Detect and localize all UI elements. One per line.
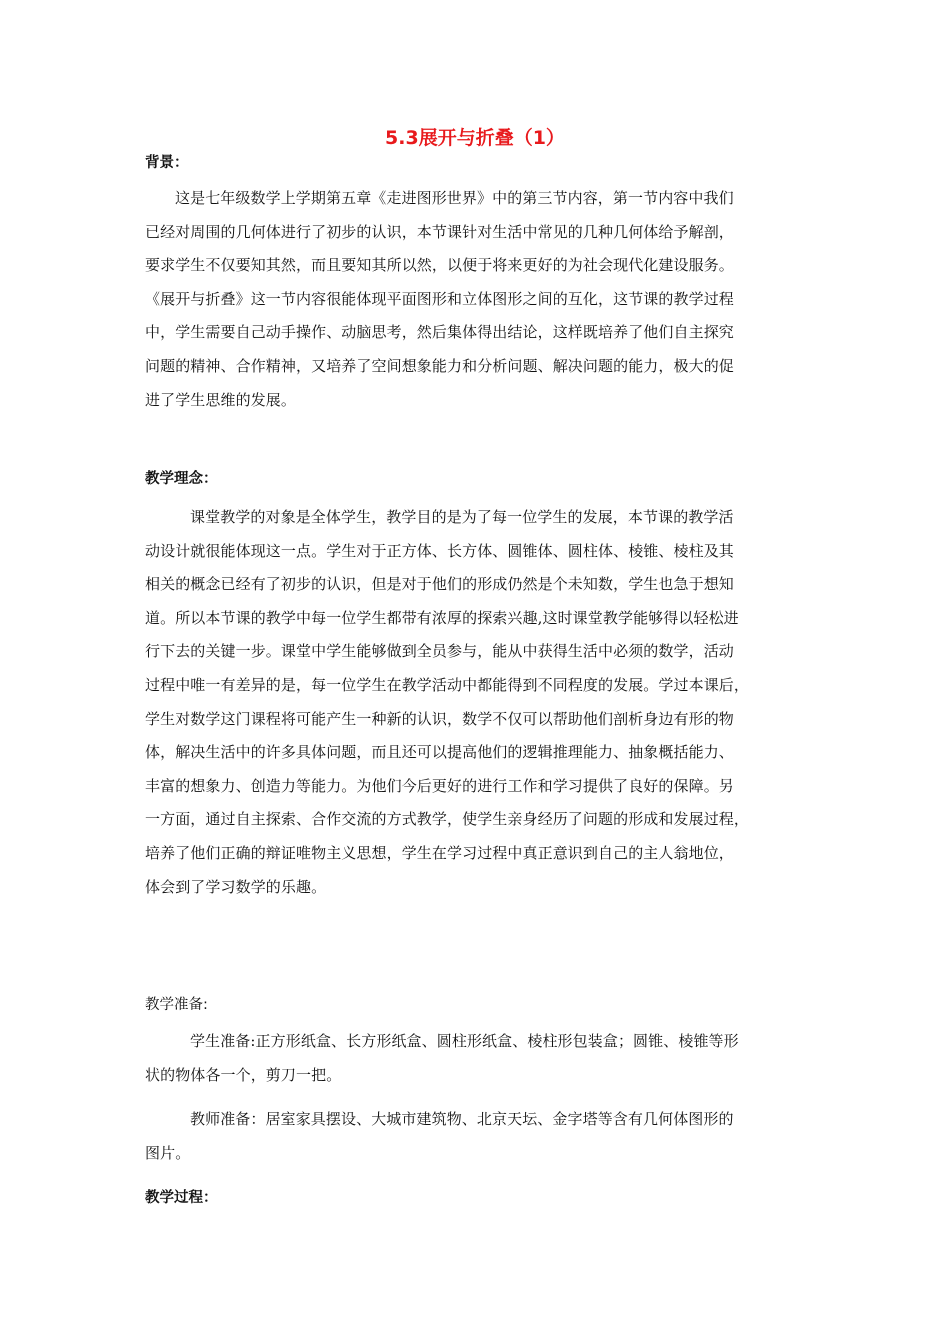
paragraph-line: 动设计就很能体现这一点。学生对于正方体、长方体、圆锥体、圆柱体、棱锥、棱柱及其: [145, 541, 734, 560]
paragraph-line: 课堂教学的对象是全体学生，教学目的是为了每一位学生的发展，本节课的教学活: [190, 508, 734, 526]
paragraph-line: 已经对周围的几何体进行了初步的认识，本节课针对生活中常见的几种几何体给予解剖，: [145, 222, 734, 241]
section-heading-process: 教学过程：: [145, 1190, 218, 1206]
paragraph-line: 相关的概念已经有了初步的认识，但是对于他们的形成仍然是个未知数，学生也急于想知: [145, 575, 734, 594]
paragraph-line: 过程中唯一有差异的是，每一位学生在教学活动中都能得到不同程度的发展。学过本课后，: [145, 675, 750, 694]
page-title: 5.3展开与折叠（1）: [385, 127, 565, 149]
student-preparation-paragraph: [145, 1025, 810, 1092]
paragraph-line: 学生准备:正方形纸盒、长方形纸盒、圆柱形纸盒、棱柱形包装盒；圆锥、棱锥等形: [190, 1032, 739, 1050]
paragraph-line: 行下去的关键一步。课堂中学生能够做到全员参与，能从中获得生活中必须的数学，活动: [145, 642, 734, 661]
paragraph-line: 教师准备：居室家具摆设、大城市建筑物、北京天坛、金字塔等含有几何体图形的: [190, 1110, 734, 1128]
paragraph-line: 培养了他们正确的辩证唯物主义思想，学生在学习过程中真正意识到自己的主人翁地位，: [145, 843, 734, 862]
paragraph-line: 《展开与折叠》这一节内容很能体现平面图形和立体图形之间的互化，这节课的教学过程: [145, 289, 734, 308]
teacher-preparation-paragraph: [145, 1103, 810, 1170]
paragraph-line: 进了学生思维的发展。: [145, 390, 297, 409]
paragraph-line: 问题的精神、合作精神，又培养了空间想象能力和分析问题、解决问题的能力，极大的促: [145, 356, 734, 375]
section-heading-philosophy: 教学理念：: [145, 471, 218, 487]
paragraph-line: 体会到了学习数学的乐趣。: [145, 877, 327, 896]
paragraph-line: 要求学生不仅要知其然，而且要知其所以然，以便于将来更好的为社会现代化建设服务。: [145, 256, 734, 275]
philosophy-paragraph: [145, 501, 810, 904]
paragraph-line: 体，解决生活中的许多具体问题，而且还可以提高他们的逻辑推理能力、抽象概括能力、: [145, 743, 734, 762]
paragraph-line: 中，学生需要自己动手操作、动脑思考，然后集体得出结论，这样既培养了他们自主探究: [145, 323, 734, 342]
paragraph-line: 这是七年级数学上学期第五章《走进图形世界》中的第三节内容，第一节内容中我们: [175, 189, 734, 207]
paragraph-line: 状的物体各一个，剪刀一把。: [145, 1065, 342, 1084]
paragraph-line: 一方面，通过自主探索、合作交流的方式教学，使学生亲身经历了问题的形成和发展过程，: [145, 810, 750, 829]
background-paragraph: [145, 182, 810, 417]
section-heading-background: 背景：: [145, 155, 189, 171]
paragraph-line: 图片。: [145, 1143, 191, 1162]
paragraph-line: 学生对数学这门课程将可能产生一种新的认识，数学不仅可以帮助他们剖析身边有形的物: [145, 709, 734, 728]
paragraph-line: 丰富的想象力、创造力等能力。为他们今后更好的进行工作和学习提供了良好的保障。另: [145, 776, 734, 795]
section-heading-preparation: 教学准备:: [145, 997, 208, 1013]
paragraph-line: 道。所以本节课的教学中每一位学生都带有浓厚的探索兴趣,这时课堂教学能够得以轻松进: [145, 608, 739, 627]
